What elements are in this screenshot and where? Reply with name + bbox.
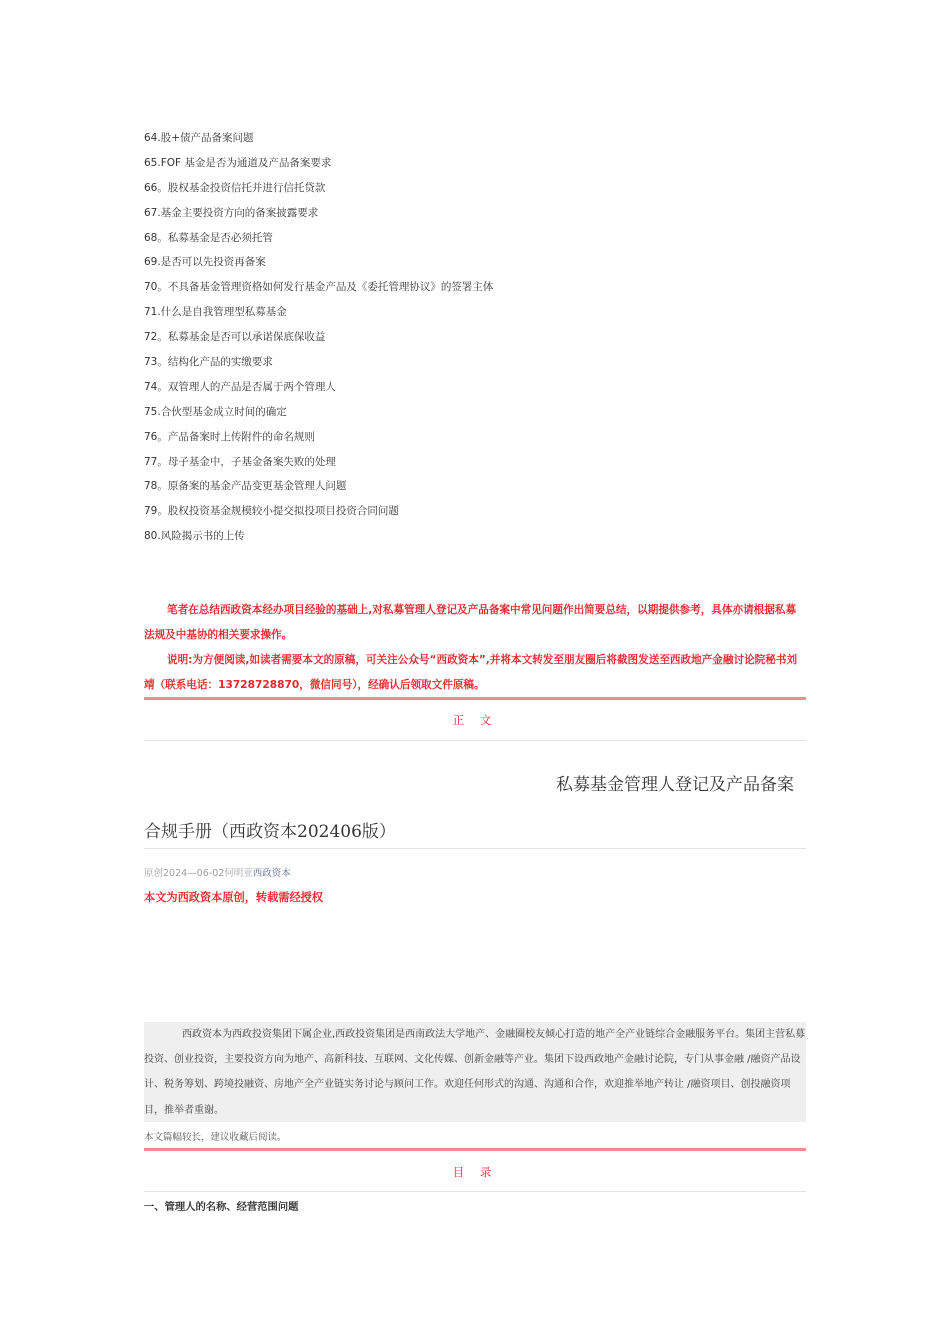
section-label-body: 正 文 [452, 713, 498, 727]
question-item[interactable]: 71.什么是自我管理型私募基金 [144, 306, 287, 319]
article-title-line2: 合规手册（西政资本202406版） [144, 822, 396, 842]
toc-divider-bottom [144, 1191, 806, 1192]
article-meta [144, 865, 291, 879]
toc-divider-top [144, 1148, 806, 1151]
section-label-toc: 目 录 [452, 1165, 498, 1179]
question-list [144, 126, 806, 549]
question-item[interactable]: 65.FOF 基金是否为通道及产品备案要求 [144, 156, 332, 169]
question-item[interactable]: 67.基金主要投资方向的备案披露要求 [144, 206, 319, 219]
author-notice [144, 598, 806, 698]
question-item[interactable]: 74。双管理人的产品是否属于两个管理人 [144, 380, 336, 393]
question-item[interactable]: 70。不具备基金管理资格如何发行基金产品及《委托管理协议》的签署主体 [144, 281, 494, 294]
question-item[interactable]: 73。结构化产品的实缴要求 [144, 356, 273, 369]
question-item[interactable]: 68。私募基金是否必须托管 [144, 231, 273, 244]
question-item[interactable]: 80.风险揭示书的上传 [144, 530, 245, 543]
question-item[interactable]: 78。原备案的基金产品变更基金管理人问题 [144, 480, 347, 493]
notice-summary: 笔者在总结西政资本经办项目经验的基础上,对私募管理人登记及产品备案中常见问题作出简要总结，以期提供参考，具体亦请根据私募法规及中基协的相关要求操作。 [144, 604, 797, 641]
reading-tip: 本文篇幅较长，建议收藏后阅读。 [144, 1132, 287, 1143]
title-divider [144, 848, 806, 849]
original-notice: 本文为西政资本原创，转载需经授权 [144, 891, 324, 904]
question-item[interactable]: 79。股权投资基金规模较小提交拟投项目投资合同问题 [144, 505, 399, 518]
account-link[interactable]: 西政资本 [252, 868, 291, 879]
question-item[interactable]: 76。产品备案时上传附件的命名规则 [144, 430, 315, 443]
question-item[interactable]: 64.股+债产品备案问题 [144, 132, 254, 144]
question-item[interactable]: 66。股权基金投资信托并进行信托贷款 [144, 181, 326, 194]
question-item[interactable]: 77。母子基金中，子基金备案失败的处理 [144, 455, 336, 468]
notice-instruction: 说明:为方便阅读,如读者需要本文的原稿，可关注公众号“西政资本”,并将本文转发至朋友圈后将截图发送至西政地产金融讨论院秘书刘靖（联系电话：13728728870，微信同号），经确认后领取文件原稿。 [144, 654, 798, 691]
intro-text: 西政资本为西政投资集团下属企业,西政投资集团是西南政法大学地产、金融圈校友倾心打造的地产全产业链综合金融服务平台。集团主营私募投资、创业投资，主要投资方向为地产、高新科技、互联网、文化传媒、创新金融等产业。集团下设西政地产金融讨论院，专门从事金融 /融资产品设计、税务筹划、跨境投融资、房地产全产业链实务讨论与顾问工作。欢迎任何形式的沟通、沟通和合作，欢迎推举地产转让 /融资项目、创投融资项目，推举者重谢。 [144, 1029, 806, 1116]
meta-date-author: 原创2024—06-02何明亚 [144, 868, 253, 879]
question-item[interactable]: 69.是否可以先投资再备案 [144, 256, 266, 269]
intro-box [144, 1022, 806, 1122]
section-divider-bottom [144, 740, 806, 741]
question-item[interactable]: 75.合伙型基金成立时间的确定 [144, 405, 287, 418]
chapter-heading: 一、管理人的名称、经营范围问题 [144, 1201, 299, 1213]
section-divider-top [144, 697, 806, 700]
question-item[interactable]: 72。私募基金是否可以承诺保底保收益 [144, 331, 326, 344]
article-title-line1: 私募基金管理人登记及产品备案 [556, 775, 794, 795]
